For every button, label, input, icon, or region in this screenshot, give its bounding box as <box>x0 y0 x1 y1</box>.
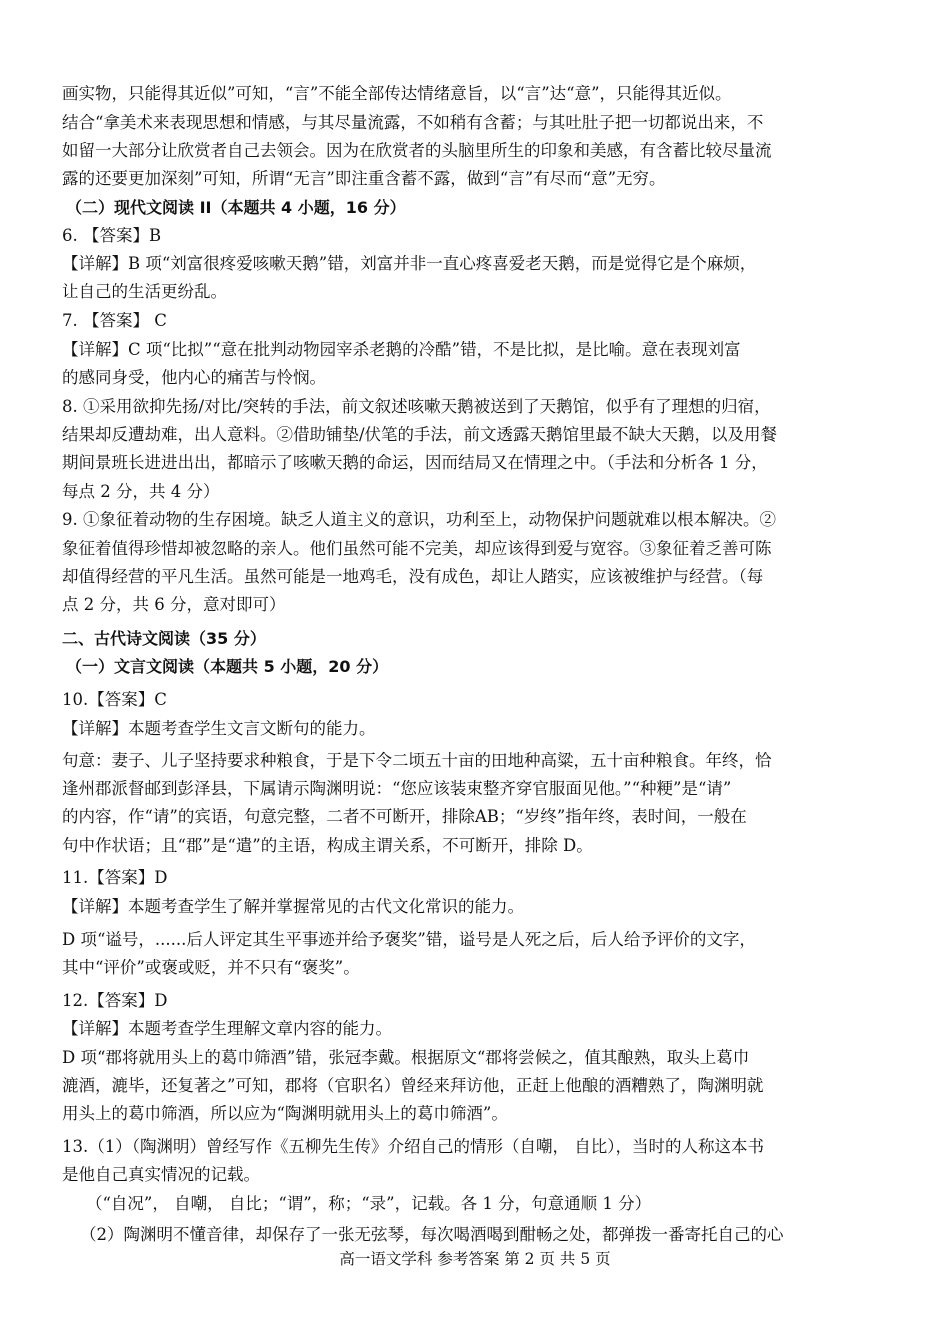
text-line: 露的还要更加深刻”可知，所谓“无言”即注重含蓄不露，做到“言”有尽而“意”无穷。 <box>62 169 666 188</box>
text-line: 结果却反遭劫难，出人意料。②借助铺垫/伏笔的手法，前文透露天鹅馆里最不缺大天鹅，以及用餐 <box>62 425 778 444</box>
text-line: 用头上的葛巾筛酒，所以应为“陶渊明就用头上的葛巾筛酒”。 <box>62 1104 508 1123</box>
text-line: 【详解】本题考查学生理解文章内容的能力。 <box>62 1019 392 1038</box>
text-line: 结合“拿美术来表现思想和情感，与其尽量流露，不如稍有含蓄；与其吐肚子把一切都说出来，不 <box>62 113 764 132</box>
text-line: 8. ①采用欲抑先扬/对比/突转的手法，前文叙述咳嗽天鹅被送到了天鹅馆，似乎有了理想的归宿， <box>62 397 771 416</box>
section-heading: 二、古代诗文阅读（35 分） <box>62 629 266 648</box>
text-line: 【详解】本题考查学生文言文断句的能力。 <box>62 719 376 738</box>
text-line: D 项“郡将就用头上的葛巾筛酒”错，张冠李戴。根据原文“郡将尝候之，值其酿熟，取头上葛巾 <box>62 1048 750 1067</box>
section-heading: （二）现代文阅读 II（本题共 4 小题，16 分） <box>66 198 406 217</box>
text-line: 【详解】本题考查学生了解并掌握常见的古代文化常识的能力。 <box>62 897 524 916</box>
text-line: 漉酒，漉毕，还复著之”可知，郡将（官职名）曾经来拜访他，正赶上他酿的酒糟熟了，陶渊明就 <box>62 1076 764 1095</box>
answer-label: 12.【答案】D <box>62 991 168 1010</box>
text-line: 【详解】C 项“比拟”“意在批判动物园宰杀老鹅的冷酷”错，不是比拟，是比喻。意在表现刘富 <box>62 340 741 359</box>
text-line: 是他自己真实情况的记载。 <box>62 1165 260 1184</box>
text-line: 象征着值得珍惜却被忽略的亲人。他们虽然可能不完美，却应该得到爱与宽容。③象征着乏善可陈 <box>62 539 772 558</box>
answer-label: 7. 【答案】 C <box>62 311 167 330</box>
text-line: 13.（1）（陶渊明）曾经写作《五柳先生传》介绍自己的情形（自嘲， 自比），当时的人称这本书 <box>62 1137 764 1156</box>
text-line: 画实物，只能得其近似”可知，“言”不能全部传达情绪意旨，以“言”达“意”，只能得其近似。 <box>62 84 732 103</box>
text-line: （“自况”， 自嘲， 自比；“谓”，称；“录”，记载。各 1 分，句意通顺 1 分） <box>86 1194 652 1213</box>
text-line: 如留一大部分让欣赏者自己去领会。因为在欣赏者的头脑里所生的印象和美感，有含蓄比较尽量流 <box>62 141 772 160</box>
text-line: 9. ①象征着动物的生存困境。缺乏人道主义的意识，功利至上，动物保护问题就难以根本解决。② <box>62 510 776 529</box>
text-line: 其中“评价”或褒或贬，并不只有“褒奖”。 <box>62 958 360 977</box>
text-line: 的内容，作“请”的宾语，句意完整，二者不可断开，排除AB；“岁终”指年终，表时间，一般在 <box>62 807 747 826</box>
answer-label: 6. 【答案】B <box>62 226 162 245</box>
section-heading: （一）文言文阅读（本题共 5 小题，20 分） <box>66 657 389 676</box>
text-line: 每点 2 分，共 4 分） <box>62 482 220 501</box>
text-line: 却值得经营的平凡生活。虽然可能是一地鸡毛，没有成色，却让人踏实，应该被维护与经营。（每 <box>62 567 764 586</box>
page-footer: 高一语文学科 参考答案 第 2 页 共 5 页 <box>339 1250 611 1268</box>
text-line: D 项“谥号，......后人评定其生平事迹并给予褒奖”错，谥号是人死之后，后人给予评价的文字， <box>62 930 756 949</box>
text-line: 点 2 分，共 6 分，意对即可） <box>62 595 286 614</box>
text-line: 【详解】B 项“刘富很疼爱咳嗽天鹅”错，刘富并非一直心疼喜爱老天鹅，而是觉得它是个麻烦， <box>62 254 757 273</box>
text-line: （2）陶渊明不懂音律，却保存了一张无弦琴，每次喝酒喝到酣畅之处，都弹拨一番寄托自己的心 <box>80 1225 784 1244</box>
answer-label: 10.【答案】C <box>62 690 167 709</box>
text-line: 句中作状语；且“郡”是“遣”的主语，构成主谓关系，不可断开，排除 D。 <box>62 836 593 855</box>
text-line: 让自己的生活更纷乱。 <box>62 282 227 301</box>
text-line: 逢州郡派督邮到彭泽县，下属请示陶渊明说：“您应该装束整齐穿官服面见他。”“种粳”是“请” <box>62 779 732 798</box>
text-line: 的感同身受，他内心的痛苦与怜悯。 <box>62 368 326 387</box>
text-line: 期间景班长进进出出，都暗示了咳嗽天鹅的命运，因而结局又在情理之中。（手法和分析各 1 分， <box>62 453 768 472</box>
answer-label: 11.【答案】D <box>62 868 168 887</box>
text-line: 句意：妻子、儿子坚持要求种粮食，于是下令二顷五十亩的田地种高粱，五十亩种粮食。年终，恰 <box>62 751 772 770</box>
